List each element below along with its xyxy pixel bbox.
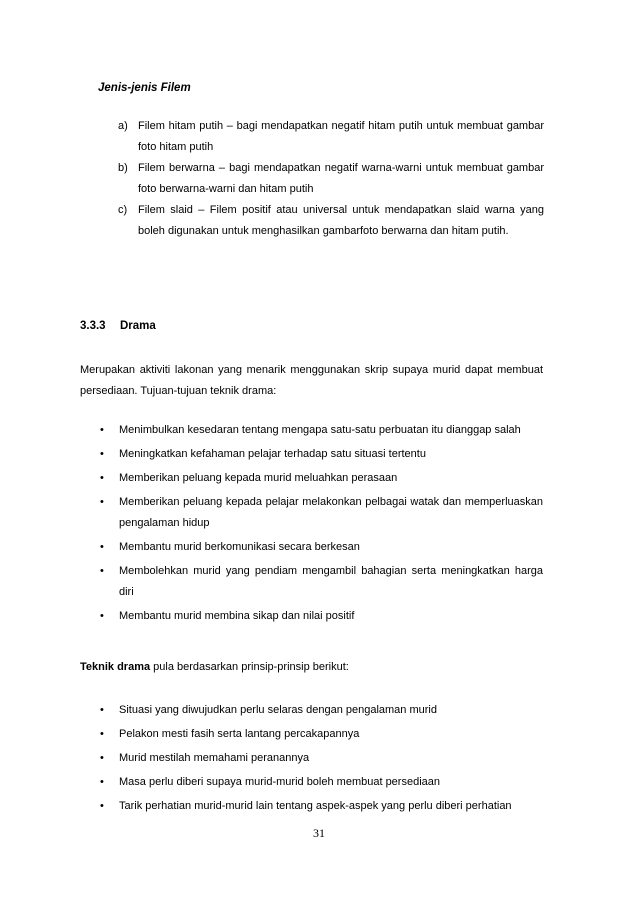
list-item-text: Masa perlu diberi supaya murid-murid boleh membuat persediaan — [119, 776, 440, 788]
page-number: 31 — [313, 826, 325, 840]
list-item — [100, 796, 543, 817]
list-item — [100, 772, 543, 793]
bullet-icon: • — [100, 424, 104, 436]
list-marker: b) — [118, 162, 128, 174]
bullet-icon: • — [100, 448, 104, 460]
bullet-icon: • — [100, 565, 104, 577]
list-item — [100, 700, 543, 721]
list-item-text: Membantu murid berkomunikasi secara berkesan — [119, 541, 360, 553]
list-item-text: Situasi yang diwujudkan perlu selaras dengan pengalaman murid — [119, 704, 437, 716]
bullet-icon: • — [100, 610, 104, 622]
bullet-icon: • — [100, 472, 104, 484]
list-item-text: Menimbulkan kesedaran tentang mengapa satu-satu perbuatan itu dianggap salah — [119, 424, 521, 436]
list-item — [100, 748, 543, 769]
list-item — [100, 606, 543, 627]
bullet-icon: • — [100, 541, 104, 553]
list-item-text: Filem slaid – Filem positif atau universal untuk mendapatkan slaid warna yang boleh digunakan untuk menghasilkan gambarfoto berwarna dan hitam putih. — [138, 204, 544, 237]
list-item — [100, 444, 543, 465]
bullet-icon: • — [100, 752, 104, 764]
list-item — [100, 492, 543, 534]
section-number: 3.3.3 — [80, 320, 106, 332]
teknik-drama-paragraph — [80, 661, 349, 673]
list-marker: c) — [118, 204, 128, 216]
bullet-icon: • — [100, 496, 104, 508]
list-item-text: Meningkatkan kefahaman pelajar terhadap satu situasi tertentu — [119, 448, 426, 460]
list-item — [100, 537, 543, 558]
list-item-text: Membantu murid membina sikap dan nilai positif — [119, 610, 355, 622]
list-item-text: Memberikan peluang kepada pelajar melakonkan pelbagai watak dan memperluaskan pengalaman hidup — [119, 496, 543, 529]
list-item-text: Murid mestilah memahami peranannya — [119, 752, 310, 764]
drama-objectives-list — [100, 420, 543, 630]
bullet-icon: • — [100, 800, 104, 812]
list-item — [100, 724, 543, 745]
section-heading-drama — [80, 320, 156, 332]
list-marker: a) — [118, 120, 128, 132]
list-item-text: Membolehkan murid yang pendiam mengambil bahagian serta meningkatkan harga diri — [119, 565, 543, 598]
list-item — [100, 468, 543, 489]
drama-intro-paragraph: Merupakan aktiviti lakonan yang menarik menggunakan skrip supaya murid dapat membuat persediaan. Tujuan-tujuan teknik drama: — [80, 364, 543, 397]
section-title-jenis-filem: Jenis-jenis Filem — [98, 82, 191, 94]
list-item — [118, 158, 544, 200]
section-title: Drama — [120, 320, 156, 332]
list-item-text: Tarik perhatian murid-murid lain tentang aspek-aspek yang perlu diberi perhatian — [119, 800, 512, 812]
bullet-icon: • — [100, 776, 104, 788]
drama-principles-list — [100, 700, 543, 820]
paragraph-text: pula berdasarkan prinsip-prinsip berikut: — [150, 661, 349, 673]
bold-term: Teknik drama — [80, 661, 151, 673]
list-item — [100, 561, 543, 603]
bullet-icon: • — [100, 728, 104, 740]
list-item-text: Memberikan peluang kepada murid meluahkan perasaan — [119, 472, 398, 484]
list-item-text: Pelakon mesti fasih serta lantang percakapannya — [119, 728, 360, 740]
film-types-list — [118, 116, 544, 242]
list-item — [118, 116, 544, 158]
bullet-icon: • — [100, 704, 104, 716]
list-item-text: Filem berwarna – bagi mendapatkan negatif warna-warni untuk membuat gambar foto berwarna-warni dan hitam putih — [138, 162, 544, 195]
list-item — [118, 200, 544, 242]
list-item — [100, 420, 543, 441]
list-item-text: Filem hitam putih – bagi mendapatkan negatif hitam putih untuk membuat gambar foto hitam putih — [138, 120, 544, 153]
